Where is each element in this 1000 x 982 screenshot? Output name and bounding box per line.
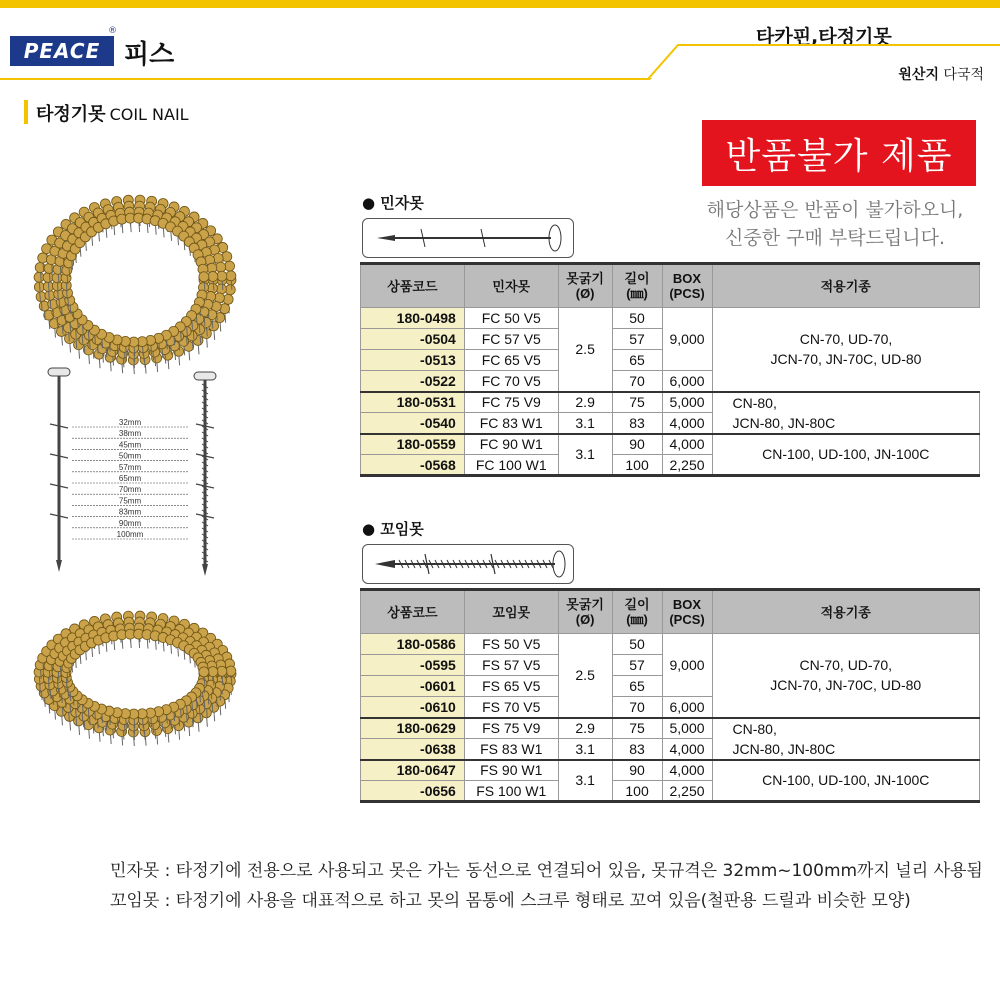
size-label: 57mm (118, 462, 142, 472)
box-qty: 4,000 (662, 739, 712, 760)
box-qty: 4,000 (662, 413, 712, 434)
table-row (361, 308, 980, 329)
box-qty: 9,000 (662, 308, 712, 371)
model-name: FC 50 V5 (464, 308, 558, 329)
product-code: 180-0647 (361, 760, 465, 781)
length-value: 65 (612, 350, 662, 371)
length-value: 70 (612, 371, 662, 392)
product-code: 180-0586 (361, 634, 465, 655)
category-title: 타카핀,타정기못 (756, 26, 892, 48)
box-qty: 6,000 (662, 371, 712, 392)
origin-info (898, 64, 984, 84)
product-code: 180-0559 (361, 434, 465, 455)
col-header-thickness: 못굵기 (Ø) (558, 264, 612, 308)
box-qty: 5,000 (662, 718, 712, 739)
box-qty: 4,000 (662, 760, 712, 781)
model-name: FC 90 W1 (464, 434, 558, 455)
product-code: -0504 (361, 329, 465, 350)
col-header-model: 꼬임못 (464, 590, 558, 634)
machine-list: CN-70, UD-70, JCN-70, JN-70C, UD-80 (712, 308, 980, 392)
model-name: FS 100 W1 (464, 781, 558, 802)
size-label: 38mm (118, 429, 142, 439)
twisted-nail-table (360, 588, 980, 803)
thickness-value: 3.1 (558, 760, 612, 802)
length-value: 50 (612, 634, 662, 655)
product-code: -0610 (361, 697, 465, 718)
model-name: FC 65 V5 (464, 350, 558, 371)
thickness-value: 2.9 (558, 718, 612, 739)
table-row (361, 434, 980, 455)
size-label: 83mm (118, 507, 142, 517)
plain-nail-diagram (362, 218, 574, 258)
col-header-code: 상품코드 (361, 590, 465, 634)
length-value: 57 (612, 329, 662, 350)
model-name: FC 57 V5 (464, 329, 558, 350)
col-header-length: 길이 (㎜) (612, 590, 662, 634)
origin-value: 다국적 (943, 67, 984, 83)
size-label: 75mm (118, 496, 142, 506)
length-value: 90 (612, 434, 662, 455)
model-name: FC 75 V9 (464, 392, 558, 413)
no-return-badge: 반품불가 제품 (702, 120, 976, 186)
size-label: 70mm (118, 485, 142, 495)
twisted-nail-diagram (362, 544, 574, 584)
twisted-nail-subhead: ● 꼬임못 (362, 520, 424, 538)
length-value: 65 (612, 676, 662, 697)
length-value: 100 (612, 781, 662, 802)
size-label: 32mm (118, 418, 142, 427)
machine-list: CN-100, UD-100, JN-100C (712, 434, 980, 476)
col-header-thickness: 못굵기 (Ø) (558, 590, 612, 634)
brand-registered-mark: ® (108, 26, 117, 36)
model-name: FS 70 V5 (464, 697, 558, 718)
thickness-value: 3.1 (558, 434, 612, 476)
col-header-machine: 적용기종 (712, 590, 980, 634)
col-header-box: BOX (PCS) (662, 264, 712, 308)
box-qty: 5,000 (662, 392, 712, 413)
thickness-value: 2.5 (558, 634, 612, 718)
col-header-machine: 적용기종 (712, 264, 980, 308)
length-value: 90 (612, 760, 662, 781)
nail-size-chart (36, 364, 236, 580)
coil-nail-plain-image (30, 188, 240, 388)
size-label: 50mm (118, 451, 142, 461)
machine-list: CN-100, UD-100, JN-100C (712, 760, 980, 802)
product-code: -0656 (361, 781, 465, 802)
brand-logo: PEACE (10, 36, 114, 66)
no-return-note: 해당상품은 반품이 불가하오니, 신중한 구매 부탁드립니다. (706, 199, 964, 249)
product-code: -0513 (361, 350, 465, 371)
product-code: -0595 (361, 655, 465, 676)
brand-name: 피스 (124, 40, 175, 70)
model-name: FS 90 W1 (464, 760, 558, 781)
length-value: 50 (612, 308, 662, 329)
top-accent-bar (0, 0, 1000, 8)
header-rule (0, 20, 1000, 90)
box-qty: 9,000 (662, 634, 712, 697)
note-twisted: 꼬임못 : 타정기에 사용을 대표적으로 하고 못의 몸통에 스크루 형태로 꼬여 있음(철판용 드릴과 비슷한 모양) (110, 891, 911, 911)
model-name: FC 70 V5 (464, 371, 558, 392)
length-value: 75 (612, 392, 662, 413)
size-label: 65mm (118, 474, 142, 483)
product-code: -0522 (361, 371, 465, 392)
coil-nail-twisted-image (30, 596, 240, 756)
machine-list: CN-70, UD-70, JCN-70, JN-70C, UD-80 (712, 634, 980, 718)
thickness-value: 3.1 (558, 739, 612, 760)
origin-label: 원산지 (898, 67, 939, 83)
col-header-box: BOX (PCS) (662, 590, 712, 634)
section-title: 타정기못 COIL NAIL (36, 104, 189, 125)
length-value: 70 (612, 697, 662, 718)
section-marker (24, 100, 28, 124)
model-name: FS 57 V5 (464, 655, 558, 676)
model-name: FS 65 V5 (464, 676, 558, 697)
product-code: 180-0498 (361, 308, 465, 329)
note-plain: 민자못 : 타정기에 전용으로 사용되고 못은 가는 동선으로 연결되어 있음, 못규격은 32mm~100mm까지 널리 사용됨 (110, 861, 983, 881)
size-label: 100mm (116, 530, 144, 539)
length-value: 57 (612, 655, 662, 676)
box-qty: 2,250 (662, 781, 712, 802)
model-name: FS 50 V5 (464, 634, 558, 655)
product-code: -0540 (361, 413, 465, 434)
model-name: FS 75 V9 (464, 718, 558, 739)
product-code: -0638 (361, 739, 465, 760)
plain-nail-table (360, 262, 980, 477)
size-label: 90mm (118, 518, 142, 528)
thickness-value: 3.1 (558, 413, 612, 434)
table-row (361, 392, 980, 413)
col-header-length: 길이 (㎜) (612, 264, 662, 308)
table-row (361, 718, 980, 739)
thickness-value: 2.5 (558, 308, 612, 392)
col-header-code: 상품코드 (361, 264, 465, 308)
plain-nail-subhead: ● 민자못 (362, 194, 424, 212)
size-label: 45mm (118, 440, 142, 450)
product-code: 180-0531 (361, 392, 465, 413)
col-header-model: 민자못 (464, 264, 558, 308)
model-name: FC 100 W1 (464, 455, 558, 476)
length-value: 100 (612, 455, 662, 476)
model-name: FS 83 W1 (464, 739, 558, 760)
length-value: 83 (612, 739, 662, 760)
box-qty: 4,000 (662, 434, 712, 455)
length-value: 75 (612, 718, 662, 739)
product-code: -0568 (361, 455, 465, 476)
box-qty: 2,250 (662, 455, 712, 476)
machine-list: CN-80, JCN-80, JN-80C (712, 718, 980, 760)
product-notes (110, 856, 983, 916)
model-name: FC 83 W1 (464, 413, 558, 434)
box-qty: 6,000 (662, 697, 712, 718)
thickness-value: 2.9 (558, 392, 612, 413)
machine-list: CN-80, JCN-80, JN-80C (712, 392, 980, 434)
section-title-en: COIL NAIL (109, 105, 189, 124)
table-row (361, 760, 980, 781)
product-code: -0601 (361, 676, 465, 697)
length-value: 83 (612, 413, 662, 434)
product-code: 180-0629 (361, 718, 465, 739)
table-row (361, 634, 980, 655)
